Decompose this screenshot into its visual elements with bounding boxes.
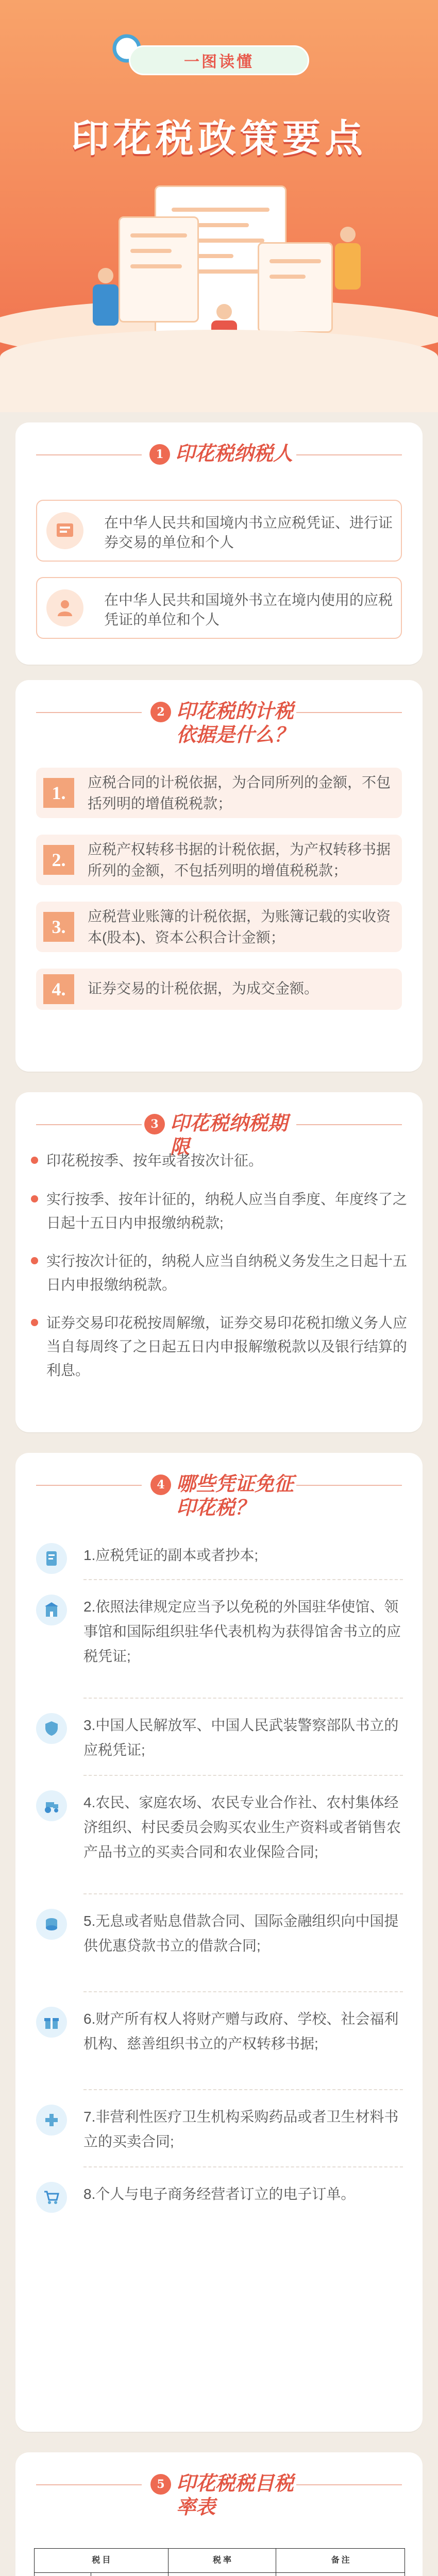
tax-basis-row [36, 768, 402, 818]
section-title: 印花税纳税期限 [170, 1113, 288, 1158]
section-header [15, 2471, 423, 2522]
section-header [15, 441, 423, 472]
tax-rate-table [34, 2548, 405, 2576]
exemption-item [36, 1909, 407, 1991]
column-header: 税 率 [168, 2549, 276, 2573]
list-item: 实行按次计征的，纳税人应当自纳税义务发生之日起十五日内申报缴纳税款。 [31, 1249, 407, 1297]
section-exemptions [15, 1453, 423, 2432]
tax-basis-row [36, 969, 402, 1010]
person-icon [46, 589, 83, 626]
bullet-dot [31, 1157, 38, 1164]
row-number-badge: 1. [43, 778, 74, 808]
tax-basis-row [36, 902, 402, 952]
list-item: 证券交易印花税按周解缴，证券交易印花税扣缴义务人应当自每周终了之日起五日内申报解缴税款以及银行结算的利息。 [31, 1311, 407, 1382]
exemption-text: 5.无息或者贴息借款合同、国际金融组织向中国提供优惠贷款书立的借款合同; [83, 1913, 399, 1954]
section-number: 4 [150, 1475, 171, 1495]
exemption-text: 4.农民、家庭农场、农民专业合作社、农村集体经济组织、村民委员会购买农业生产资料或者销售农产品书立的买卖合同和农业保险合同; [83, 1794, 401, 1860]
exemption-item [36, 2007, 407, 2089]
section-taxpayers [15, 422, 423, 665]
row-text: 应税合同的计税依据，为合同所列的金额，不包括列明的增值税税款； [88, 774, 391, 811]
exemption-item [36, 1713, 407, 1775]
row-number-badge: 2. [43, 845, 74, 875]
document-illustration-3 [258, 242, 333, 333]
exemption-item [36, 1790, 407, 1893]
section-number: 1 [149, 444, 170, 465]
page-title: 印花税政策要点 [71, 117, 367, 160]
exemption-item [36, 2105, 407, 2166]
row-number-badge: 4. [43, 974, 74, 1004]
list-item: 实行按季、按年计征的，纳税人应当自季度、年度终了之日起十五日内申报缴纳税款; [31, 1188, 407, 1235]
exemption-text: 1.应税凭证的副本或者抄本; [83, 1547, 259, 1563]
medical-icon [36, 2105, 67, 2136]
cart-icon [36, 2182, 67, 2213]
row-text: 应税营业账簿的计税依据，为账簿记载的实收资本(股本)、资本公积合计金额； [88, 908, 391, 945]
section-title: 印花税税目税率表 [176, 2473, 294, 2518]
column-header: 税 目 [35, 2549, 169, 2573]
section-number: 5 [150, 2474, 171, 2495]
section-number: 2 [150, 702, 171, 722]
banner-pill-text: 一图读懂 [184, 54, 254, 71]
section-number: 3 [144, 1114, 165, 1134]
exemption-item [36, 1543, 407, 1579]
shield-icon [36, 1713, 67, 1744]
section-tax-basis [15, 680, 423, 1072]
tax-basis-row [36, 835, 402, 885]
section-header [15, 699, 423, 750]
section-header [15, 1111, 423, 1158]
section-title: 印花税纳税人 [175, 443, 293, 465]
building-icon [36, 1595, 67, 1625]
coins-icon [36, 1909, 67, 1940]
section-payment-period [15, 1092, 423, 1432]
row-text: 证券交易的计税依据，为成交金额。 [88, 980, 319, 996]
item-cell [91, 2573, 168, 2576]
taxpayer-card [36, 500, 402, 562]
exemption-text: 6.财产所有权人将财产赠与政府、学校、社会福利机构、慈善组织书立的产权转移书据; [83, 2011, 399, 2052]
row-text: 应税产权转移书据的计税依据，为产权转移书据所列的金额，不包括列明的增值税税款； [88, 841, 391, 878]
section-title: 哪些凭证免征印花税？ [176, 1473, 294, 1519]
card-text: 在中华人民共和国境外书立在境内使用的应税凭证的单位和个人 [104, 592, 393, 628]
section-title: 印花税的计税依据是什么？ [176, 701, 294, 746]
list-item: 印花税按季、按年或者按次计征。 [31, 1149, 407, 1173]
exemption-text: 7.非营利性医疗卫生机构采购药品或者卫生材料书立的买卖合同; [83, 2109, 399, 2149]
exemption-item [36, 2182, 407, 2239]
group-label [35, 2573, 91, 2576]
bullet-dot [31, 1195, 38, 1202]
section-header [15, 1471, 423, 1523]
certificate-icon [46, 512, 83, 549]
table-row [35, 2573, 405, 2576]
banner-cloud [0, 330, 438, 412]
exemption-item [36, 1595, 407, 1698]
gift-icon [36, 2007, 67, 2038]
bullet-dot [31, 1257, 38, 1264]
header-banner [0, 0, 438, 412]
row-number-badge: 3. [43, 912, 74, 942]
taxpayer-card [36, 577, 402, 639]
note-cell [276, 2573, 405, 2576]
bullet-dot [31, 1319, 38, 1326]
exemption-text: 8.个人与电子商务经营者订立的电子订单。 [83, 2186, 356, 2202]
column-header: 备 注 [276, 2549, 405, 2573]
document-icon [36, 1543, 67, 1574]
banner-pill [129, 45, 309, 75]
card-text: 在中华人民共和国境内书立应税凭证、进行证券交易的单位和个人 [104, 515, 393, 550]
document-illustration-2 [119, 216, 199, 323]
table-header-row [35, 2549, 405, 2573]
rate-cell [168, 2573, 276, 2576]
tractor-icon [36, 1790, 67, 1821]
exemption-text: 3.中国人民解放军、中国人民武装警察部队书立的应税凭证; [83, 1717, 399, 1758]
section-rate-table [15, 2452, 423, 2576]
exemption-text: 2.依照法律规定应当予以免税的外国驻华使馆、领事馆和国际组织驻华代表机构为获得馆舍书立的应税凭证; [83, 1599, 401, 1664]
